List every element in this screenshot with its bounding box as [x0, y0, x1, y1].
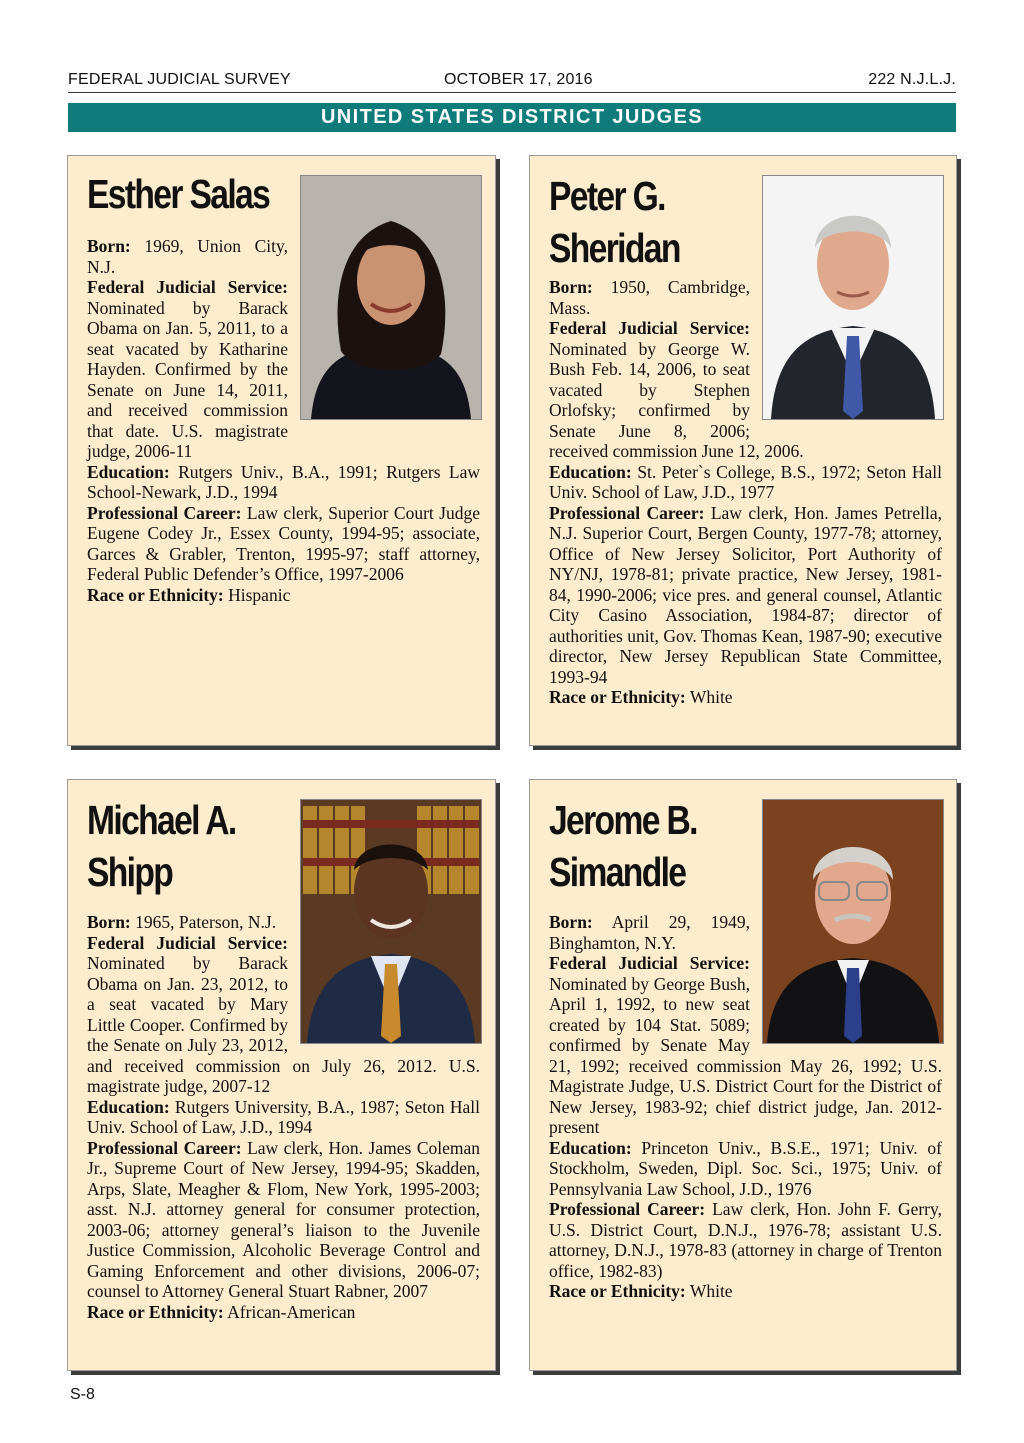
judge-bio-salas [87, 236, 480, 605]
service-label: Federal Judicial Service: [87, 277, 288, 297]
service-value: Nominated by Barack Obama on Jan. 5, 2011, to a seat vacated by Katharine Hayden. Confirmed by the Senate on June 14, 2011, and received commission that date. U.S. magistrate judge, 2006-11 [87, 297, 288, 461]
born-label: Born: [87, 236, 131, 256]
issue-date: OCTOBER 17, 2016 [444, 71, 593, 88]
volume-page: 222 N.J.L.J. [868, 71, 956, 88]
judge-name-line2: Shipp [87, 849, 173, 895]
judge-name-line1: Michael A. [87, 797, 236, 843]
page-number: S-8 [70, 1386, 95, 1403]
judge-name [549, 794, 697, 898]
career-label: Professional Career: [549, 1199, 706, 1219]
service-label: Federal Judicial Service: [549, 953, 750, 973]
running-header [68, 70, 956, 93]
photo-wrap-spacer [750, 912, 942, 1046]
judge-card-simandle [529, 779, 957, 1371]
service-value: Nominated by George Bush, April 1, 1992, to new seat created by 104 Stat. 5089; confirmed by Senate May 21, 1992; received commission May 26, 1992; U.S. Magistrate Judge, U.S. District Court for the District of New Jersey, 1983-92; chief district judge, Jan. 2012-present [549, 973, 942, 1137]
judge-name-line1: Peter G. [549, 173, 665, 219]
education-value: Rutgers University, B.A., 1987; Seton Hall Univ. School of Law, J.D., 1994 [87, 1096, 480, 1137]
career-value: Law clerk, Hon. John F. Gerry, U.S. District Court, D.N.J., 1976-78; assistant U.S. attorney, D.N.J., 1978-83 (attorney in charge of Trenton office, 1982-83) [549, 1199, 942, 1281]
career-label: Professional Career: [87, 1137, 242, 1158]
education-value: Princeton Univ., B.S.E., 1971; Univ. of Stockholm, Sweden, Dipl. Soc. Sci., 1975; Univ. of Pennsylvania Law School, J.D., 1976 [549, 1137, 942, 1199]
judge-name: Esther Salas [87, 171, 270, 217]
section-banner: UNITED STATES DISTRICT JUDGES [68, 103, 956, 132]
education-label: Education: [87, 1096, 170, 1117]
race-value: African-American [227, 1301, 356, 1322]
race-label: Race or Ethnicity: [549, 1281, 686, 1301]
education-label: Education: [549, 1137, 632, 1158]
photo-wrap-spacer [288, 236, 480, 422]
service-label: Federal Judicial Service: [87, 932, 288, 953]
career-value: Law clerk, Hon. James Petrella, N.J. Superior Court, Bergen County, 1977-78; attorney, Office of New Jersey Solicitor, Port Authority of NY/NJ, 1978-81; private practice, New Jersey, 1981-84, 1990-2006; vice pres. and general counsel, Atlantic City Casino Association, 1984-87; director of authorities unit, Gov. Thomas Kean, 1987-90; executive director, New Jersey Republican State Committee, 1993-94 [549, 502, 942, 687]
race-value: White [689, 687, 733, 707]
born-value: 1969, Union City, N.J. [87, 236, 288, 277]
judge-card-salas [67, 155, 496, 746]
judge-name-line2: Sheridan [549, 225, 680, 271]
education-label: Education: [87, 461, 170, 482]
judge-name-line2: Simandle [549, 849, 686, 895]
judge-bio-simandle [549, 912, 942, 1302]
photo-wrap-spacer [288, 912, 480, 1046]
born-label: Born: [549, 277, 593, 297]
judge-name-line1: Jerome B. [549, 797, 697, 843]
photo-wrap-spacer [750, 277, 942, 421]
career-value: Law clerk, Hon. James Coleman Jr., Supreme Court of New Jersey, 1994-95; Skadden, Arps, Slate, Meagher & Flom, New York, 1995-2003; asst. N.J. attorney general for consumer protection, 2003-06; attorney general’s liaison to the Juvenile Justice Commission, Alcoholic Beverage Control and Gaming Enforcement and other divisions, 2006-07; counsel to Attorney General Stuart Rabner, 2007 [87, 1137, 480, 1301]
service-label: Federal Judicial Service: [549, 318, 750, 338]
judge-name [549, 170, 680, 274]
born-value: 1950, Cambridge, Mass. [549, 277, 751, 318]
career-label: Professional Career: [549, 502, 705, 523]
judge-bio-sheridan [549, 277, 942, 708]
race-value: White [689, 1281, 733, 1301]
education-label: Education: [549, 461, 632, 482]
publication-title: FEDERAL JUDICIAL SURVEY [68, 71, 291, 88]
born-value: 1965, Paterson, N.J. [135, 912, 277, 932]
born-value: April 29, 1949, Binghamton, N.Y. [549, 912, 750, 953]
born-label: Born: [549, 912, 593, 932]
service-value: Nominated by George W. Bush Feb. 14, 2006, to seat vacated by Stephen Orlofsky; confirmed by Senate June 8, 2006; received commission June 12, 2006. [549, 338, 804, 461]
career-value: Law clerk, Superior Court Judge Eugene Codey Jr., Essex County, 1994-95; associate, Garces & Grabler, Trenton, 1995-97; staff attorney, Federal Public Defender’s Office, 1997-2006 [87, 502, 481, 584]
race-value: Hispanic [228, 584, 291, 605]
race-label: Race or Ethnicity: [87, 584, 224, 605]
service-value: Nominated by Barack Obama on Jan. 23, 2012, to a seat vacated by Mary Little Cooper. Confirmed by the Senate on July 23, 2012, and received commission on July 26, 2012. U.S. magistrate judge, 2007-12 [87, 953, 480, 1096]
career-label: Professional Career: [87, 502, 242, 523]
judge-card-shipp [67, 779, 496, 1371]
race-label: Race or Ethnicity: [549, 687, 686, 707]
judge-card-sheridan [529, 155, 957, 746]
education-value: St. Peter`s College, B.S., 1972; Seton Hall Univ. School of Law, J.D., 1977 [549, 461, 942, 502]
judge-name [87, 794, 236, 898]
judge-bio-shipp [87, 912, 480, 1322]
race-label: Race or Ethnicity: [87, 1301, 224, 1322]
born-label: Born: [87, 912, 131, 932]
education-value: Rutgers Univ., B.A., 1991; Rutgers Law School-Newark, J.D., 1994 [87, 461, 481, 502]
